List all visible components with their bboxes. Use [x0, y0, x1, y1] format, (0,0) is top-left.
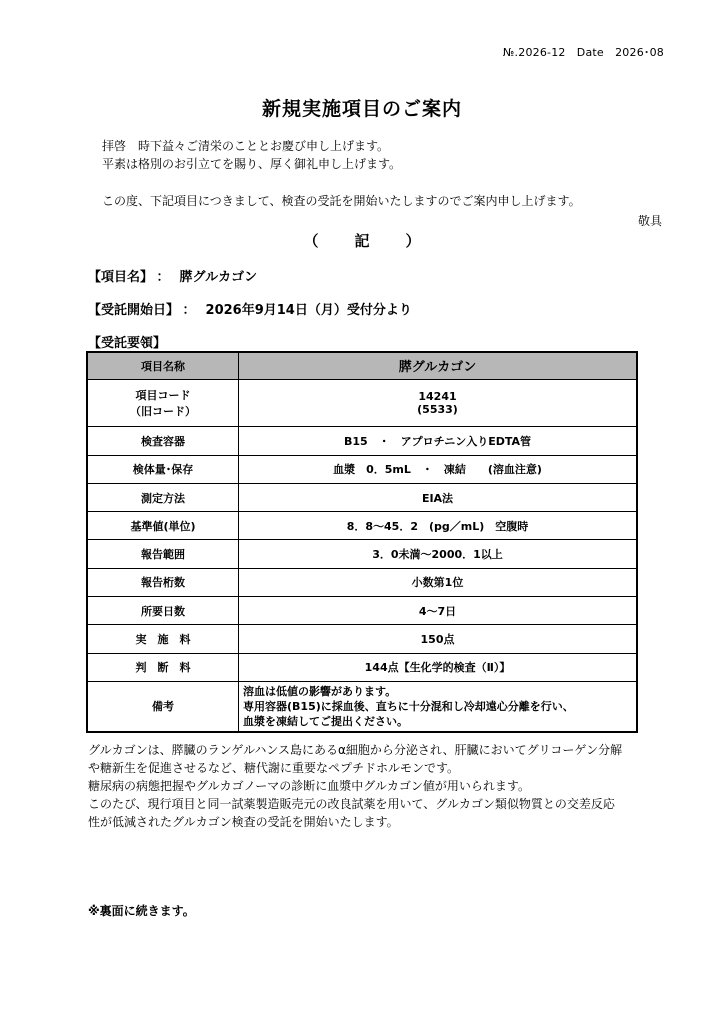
code-value-cell — [239, 379, 638, 427]
row-label-method: 測定方法 — [87, 483, 239, 511]
description-line-1: グルカゴンは、膵臓のランゲルハンス島にあるα細胞から分泌され、肝臓においてグリコーゲン分解 — [88, 743, 623, 757]
table-row-remarks — [87, 681, 637, 732]
row-label-reference: 基準値(単位) — [87, 512, 239, 540]
description-line-5: 性が低減されたグルカゴン検査の受託を開始いたします。 — [88, 815, 399, 829]
row-value-days: 4～7日 — [239, 597, 638, 625]
remarks-line-1: 溶血は低値の影響があります。 — [243, 684, 397, 698]
table-row — [87, 512, 637, 540]
table-row — [87, 455, 637, 483]
start-date-field — [88, 299, 412, 318]
ki-close-paren: ） — [405, 232, 421, 250]
ki-heading — [0, 230, 724, 251]
code-value: 14241 — [418, 390, 457, 404]
item-name-value: 膵グルカゴン — [179, 270, 258, 285]
row-label-fee: 実 施 料 — [87, 625, 239, 653]
table-row-code — [87, 379, 637, 427]
row-label-judgment-fee: 判 断 料 — [87, 653, 239, 681]
description-block — [88, 741, 663, 831]
row-value-reference: 8．8～45．2 (pg／mL) 空腹時 — [239, 512, 638, 540]
remarks-line-3: 血漿を凍結してご提出ください。 — [243, 714, 408, 728]
table-row — [87, 483, 637, 511]
table-row — [87, 427, 637, 455]
start-date-value: 2026年9月14日（月）受付分より — [205, 303, 412, 318]
row-value-range: 3．0未満～2000．1以上 — [239, 540, 638, 568]
item-name-separator: ： — [156, 270, 170, 285]
table-row — [87, 597, 637, 625]
ki-text: 記 — [354, 232, 370, 250]
code-label-cell — [87, 379, 239, 427]
old-code-label: （旧コード） — [130, 405, 196, 419]
document-number: №.2026-12 Date 2026･08 — [502, 46, 664, 59]
row-value-specimen: 血漿 0．5mL ・ 凍結 (溶血注意) — [239, 455, 638, 483]
description-line-2: や糖新生を促進させるなど、糖代謝に重要なペプチドホルモンです。 — [88, 761, 460, 775]
description-line-3: 糖尿病の病態把握やグルカゴノーマの診断に血漿中グルカゴン値が用いられます。 — [88, 779, 530, 793]
closing-keigu: 敬具 — [637, 214, 662, 228]
row-value-fee: 150点 — [239, 625, 638, 653]
ki-open-paren: （ — [303, 232, 319, 250]
remarks-value-cell — [239, 681, 638, 732]
row-label-days: 所要日数 — [87, 597, 239, 625]
header-label-cell: 項目名称 — [87, 352, 239, 379]
row-value-digits: 小数第1位 — [239, 568, 638, 596]
header-value-cell: 膵グルカゴン — [239, 352, 638, 379]
greeting-line-3: この度、下記項目につきまして、検査の受託を開始いたしますのでご案内申し上げます。 — [102, 194, 581, 208]
table-row — [87, 568, 637, 596]
row-label-range: 報告範囲 — [87, 540, 239, 568]
table-row — [87, 540, 637, 568]
section-label: 【受託要領】 — [88, 336, 167, 351]
table-header-row — [87, 352, 637, 379]
code-label: 項目コード — [135, 389, 191, 403]
start-date-label: 【受託開始日】 — [88, 303, 173, 318]
row-value-judgment-fee: 144点【生化学的検査（Ⅱ）】 — [239, 653, 638, 681]
greeting-line-1: 拝啓 時下益々ご清栄のこととお慶び申し上げます。 — [102, 139, 390, 153]
remarks-label: 備考 — [87, 681, 239, 732]
table-row — [87, 653, 637, 681]
remarks-line-2: 専用容器(B15)に採血後、直ちに十分混和し冷却遠心分離を行い、 — [243, 699, 574, 713]
greeting-line-2: 平素は格別のお引立てを賜り、厚く御礼申し上げます。 — [102, 157, 402, 171]
row-label-digits: 報告桁数 — [87, 568, 239, 596]
table-row — [87, 625, 637, 653]
row-label-container: 検査容器 — [87, 427, 239, 455]
spec-table — [86, 351, 638, 733]
row-label-specimen: 検体量･保存 — [87, 455, 239, 483]
start-date-separator: ： — [182, 303, 196, 318]
page-title: 新規実施項目のご案内 — [261, 98, 462, 120]
continued-note: ※裏面に続きます。 — [88, 904, 195, 918]
item-name-label: 【項目名】 — [88, 270, 147, 285]
item-name-field — [88, 266, 257, 285]
row-value-method: EIA法 — [239, 483, 638, 511]
description-line-4: このたび、現行項目と同一試薬製造販売元の改良試薬を用いて、グルカゴン類似物質との交差反応 — [88, 797, 615, 811]
old-code-value: (5533) — [417, 403, 458, 417]
row-value-container: B15 ・ アプロチニン入りEDTA管 — [239, 427, 638, 455]
